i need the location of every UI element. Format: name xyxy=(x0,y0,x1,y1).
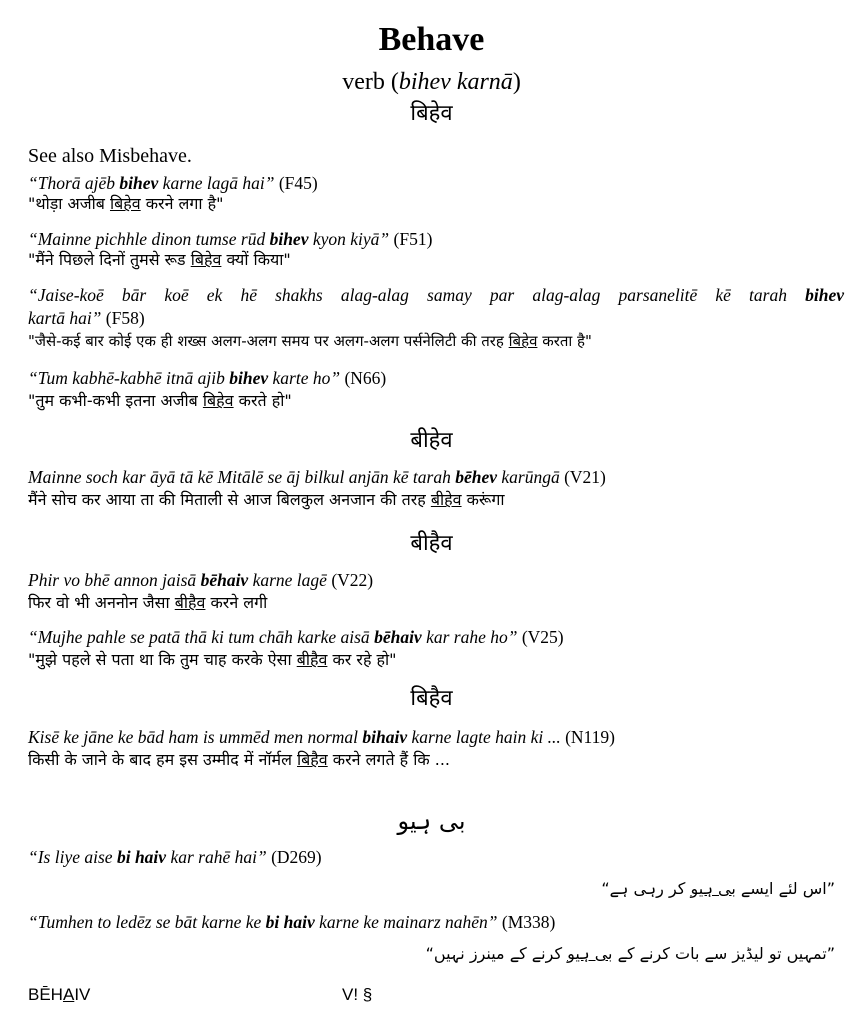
example-hindi: "तुम कभी-कभी इतना अजीब बिहेव करते हो" xyxy=(28,391,292,410)
example-transliteration: Mainne soch kar āyā tā kē Mitālē se āj bilkul anjān kē tarah bēhev karūngā (V21) xyxy=(28,467,606,487)
source-ref: (N66) xyxy=(340,368,387,388)
section-heading: बिहैव xyxy=(410,686,453,711)
source-ref: (D269) xyxy=(266,847,322,867)
entry-marks: V! § xyxy=(342,985,373,1004)
section-heading: बीहेव xyxy=(410,428,453,453)
source-ref: (M338) xyxy=(497,912,556,932)
example-hindi: किसी के जाने के बाद हम इस उम्मीद में नॉर्मल बिहैव करने लगते हैं कि ... xyxy=(28,750,451,769)
example-transliteration: “Mainne pichhle dinon tumse rūd bihev kyon kiyā” (F51) xyxy=(28,229,433,249)
headword: Behave xyxy=(378,21,485,58)
example-urdu: ”تمہیں تو لیڈیز سے بات کرنے کے بی ہیو کرنے کے مینرز نہیں“ xyxy=(425,944,835,963)
example-hindi: "मुझे पहले से पता था कि तुम चाह करके ऐसा बीहैव कर रहे हो" xyxy=(28,650,397,669)
example-transliteration: “Jaise-koē bār koē ek hē shakhs alag-alag samay par alag-alag parsanelitē kē tarah bihev xyxy=(28,285,844,305)
example-transliteration: “Is liye aise bi haiv kar rahē hai” (D269) xyxy=(28,847,322,867)
source-ref: (V21) xyxy=(559,467,606,487)
urdu-heading: بی ہیو xyxy=(397,807,466,835)
example-transliteration-cont: kartā hai” (F58) xyxy=(28,308,145,328)
section-heading: बीहैव xyxy=(410,531,453,556)
devanagari-heading: बिहेव xyxy=(410,101,453,126)
transliteration: bihev karnā xyxy=(398,69,513,95)
source-ref: (V25) xyxy=(517,627,564,647)
example-transliteration: “Mujhe pahle se patā thā ki tum chāh karke aisā bēhaiv kar rahe ho” (V25) xyxy=(28,627,564,647)
example-transliteration: “Thorā ajēb bihev karne lagā hai” (F45) xyxy=(28,173,318,193)
example-hindi: "थोड़ा अजीब बिहेव करने लगा है" xyxy=(28,194,224,213)
part-of-speech: verb xyxy=(342,69,385,95)
example-transliteration: “Tum kabhē-kabhē itnā ajib bihev karte ho” (N66) xyxy=(28,368,387,388)
example-transliteration: “Tumhen to ledēz se bāt karne ke bi haiv karne ke mainarz nahēn” (M338) xyxy=(28,912,556,932)
source-ref: (F45) xyxy=(274,173,318,193)
source-ref: (F58) xyxy=(101,308,145,328)
source-ref: (V22) xyxy=(326,570,374,590)
example-hindi: फिर वो भी अननोन जैसा बीहैव करने लगी xyxy=(28,593,268,612)
example-transliteration: Kisē ke jāne ke bād ham is ummēd men normal bihaiv karne lagte hain ki ... (N119) xyxy=(28,727,615,747)
entry-code: BĒHAIV xyxy=(28,985,91,1004)
source-ref: (N119) xyxy=(560,727,615,747)
example-hindi: "मैंने पिछले दिनों तुमसे रूड बिहेव क्यों किया" xyxy=(28,250,291,269)
source-ref: (F51) xyxy=(389,229,433,249)
example-hindi: मैंने सोच कर आया ता की मिताली से आज बिलकुल अनजान की तरह बीहेव करूंगा xyxy=(28,490,505,509)
example-urdu: ”اس لئے ایسے بی ہیو کر رہی ہے“ xyxy=(601,879,835,898)
example-hindi: "जैसे-कई बार कोई एक ही शख्स अलग-अलग समय पर अलग-अलग पर्सनेलिटी की तरह बिहेव करता है" xyxy=(28,332,592,350)
see-also-note: See also Misbehave. xyxy=(28,145,192,167)
part-of-speech-line: verb (bihev karnā) xyxy=(342,69,521,95)
example-transliteration: Phir vo bhē annon jaisā bēhaiv karne lagē (V22) xyxy=(28,570,374,590)
